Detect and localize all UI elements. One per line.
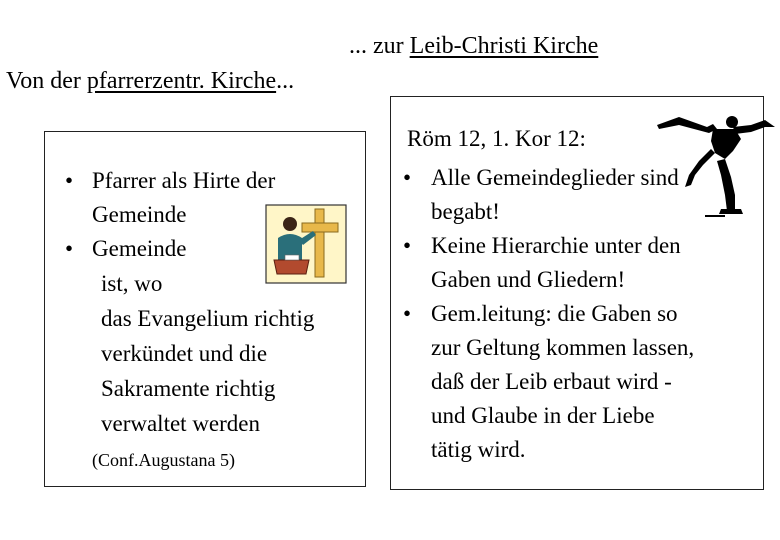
- title-left-underlined: pfarrerzentr. Kirche: [86, 68, 277, 94]
- slide-title-right: ... zur Leib-Christi Kirche: [349, 33, 599, 59]
- left-list-item: • Pfarrer als Hirte der Gemeinde: [55, 164, 355, 232]
- bullet-marker: •: [403, 165, 412, 190]
- dancer-figure-icon: [655, 105, 777, 223]
- left-list-item: • Gemeinde ist, wo das Evangelium richtig verkündet und die Sakramente richtig verwaltet werden (Conf.Augustana 5): [55, 232, 355, 477]
- left-content-box: [44, 131, 366, 487]
- right-list-item: • Alle Gemeindeglieder sind begabt!: [403, 161, 753, 229]
- bullet-marker: •: [65, 236, 74, 261]
- bullet-marker: •: [65, 168, 74, 193]
- right-list-item: • Keine Hierarchie unter den Gaben und Gliedern!: [403, 229, 753, 297]
- pastor-preaching-icon: [265, 204, 347, 284]
- right-list-item: • Gem.leitung: die Gaben so zur Geltung kommen lassen, daß der Leib erbaut wird - und Glaube in der Liebe tätig wird.: [403, 297, 753, 467]
- bullet-marker: •: [403, 233, 412, 258]
- slide-title-left: Von der pfarrerzentr. Kirche...: [6, 68, 295, 94]
- right-box-heading: Röm 12, 1. Kor 12:: [407, 126, 586, 151]
- title-right-underlined: Leib-Christi Kirche: [409, 33, 599, 59]
- source-citation: (Conf.Augustana 5): [92, 450, 235, 470]
- bullet-marker: •: [403, 301, 412, 326]
